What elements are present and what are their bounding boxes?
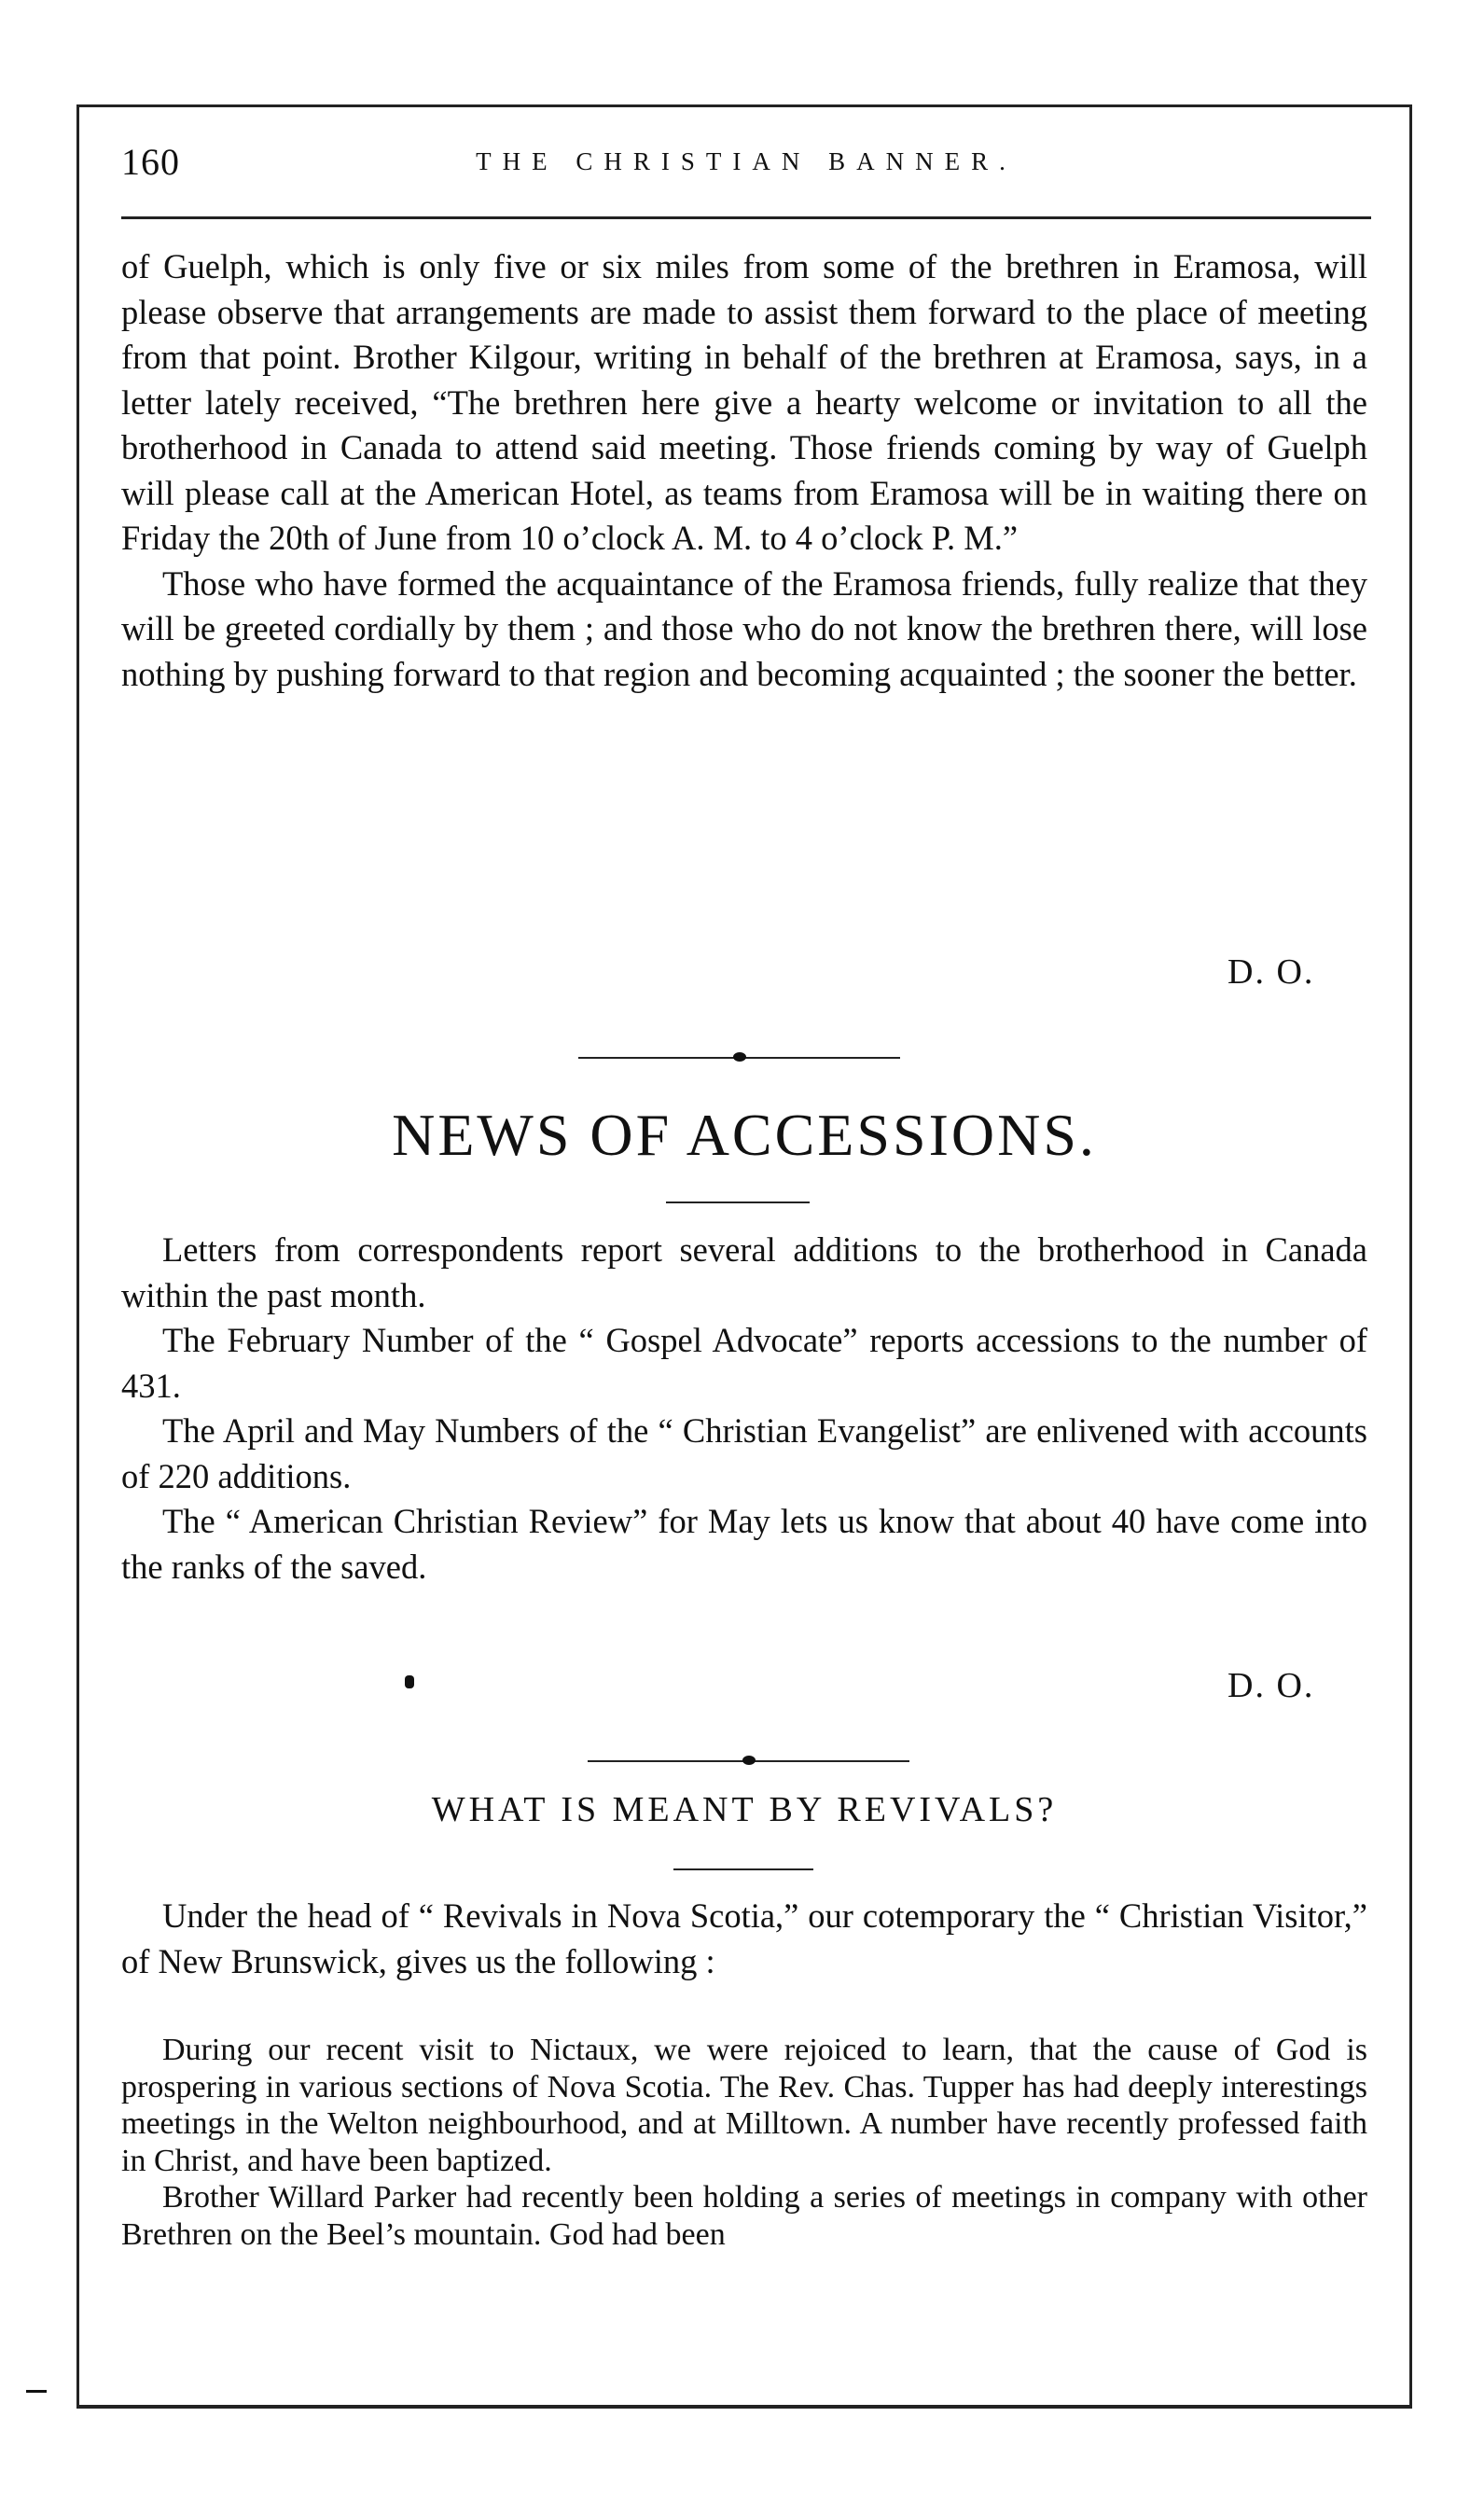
paragraph: The April and May Numbers of the “ Christian Evangelist” are enlivened with accounts of 220 additions. (121, 1411, 1367, 1495)
article-continuation (121, 244, 1367, 697)
paragraph: During our recent visit to Nictaux, we were rejoiced to learn, that the cause of God is prospering in various sections of Nova Scotia. The Rev. Chas. Tupper has had deeply interestings meetings in the Welton neighbourhood, and at Milltown. A number have recently professed faith in Christ, and have been baptized. (121, 2033, 1367, 2178)
margin-mark (26, 2390, 47, 2393)
heading-rule (666, 1201, 810, 1203)
section-heading: NEWS OF ACCESSIONS. (392, 1102, 1097, 1168)
section-divider (578, 1050, 900, 1065)
news-of-accessions-body (121, 1228, 1367, 1590)
paragraph: Under the head of “ Revivals in Nova Scotia,” our cotemporary the “ Christian Visitor,” of New Brunswick, gives us the following : (121, 1896, 1367, 1980)
paragraph: of Guelph, which is only five or six miles from some of the brethren in Eramosa, will please observe that arrangements are made to assist them forward to the place of meeting from that point. Brother Kilgour, writing in behalf of the brethren at Eramosa, says, in a letter lately received, “The brethren here give a hearty welcome or invitation to all the brotherhood in Canada to attend said meeting. Those friends coming by way of Guelph will please call at the American Hotel, as teams from Eramosa will be in waiting there on Friday the 20th of June from 10 o’clock A. M. to 4 o’clock P. M.” (121, 247, 1367, 557)
paragraph: The “ American Christian Review” for May lets us know that about 40 have come into the ranks of the saved. (121, 1502, 1367, 1586)
quoted-extract (121, 2032, 1367, 2253)
signature: D. O. (1227, 1666, 1315, 1705)
running-title: THE CHRISTIAN BANNER. (476, 147, 1017, 175)
page-number: 160 (121, 141, 180, 183)
heading-rule (673, 1868, 813, 1870)
ink-speck (405, 1675, 414, 1688)
section-divider (588, 1754, 909, 1769)
section-heading: WHAT IS MEANT BY REVIVALS? (431, 1790, 1058, 1829)
paragraph: The February Number of the “ Gospel Advocate” reports accessions to the number of 431. (121, 1321, 1367, 1405)
paragraph: Those who have formed the acquaintance of the Eramosa friends, fully realize that they will be greeted cordially by them ; and those who do not know the brethren there, will lose nothing by pushing forward to that region and becoming acquainted ; the sooner the better. (121, 563, 1367, 693)
paragraph: Letters from correspondents report several additions to the brotherhood in Canada within the past month. (121, 1230, 1367, 1314)
revivals-intro (121, 1894, 1367, 1984)
header-rule (121, 216, 1371, 219)
page-header (121, 140, 1371, 196)
signature: D. O. (1227, 952, 1315, 992)
paragraph: Brother Willard Parker had recently been holding a series of meetings in company with other Brethren on the Beel’s mountain. God had been (121, 2180, 1367, 2252)
